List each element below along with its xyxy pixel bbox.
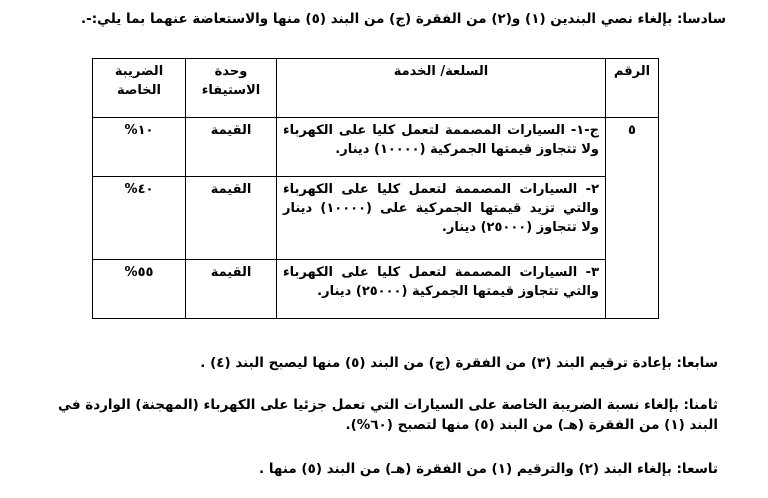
header-item: السلعة/ الخدمة: [277, 59, 606, 118]
row-unit: القيمة: [186, 118, 277, 177]
header-tax: الضريبة الخاصة: [93, 59, 186, 118]
row-tax: ١٠%: [93, 118, 186, 177]
tax-table: [92, 58, 659, 319]
row-item: ٢- السيارات المصممة لتعمل كليا على الكهرباء والتي تزيد قيمتها الجمركية على (١٠٠٠٠) دينار ولا تتجاوز (٢٥٠٠٠) دينار.: [277, 177, 606, 260]
row-tax: ٤٠%: [93, 177, 186, 260]
paragraph-eighth: ثامنا: بإلغاء نسبة الضريبة الخاصة على السيارات التي تعمل جزئيا على الكهرباء (المهجنة) الواردة في البند (١) من الفقرة (هـ) من البند (٥) منها لتصبح (٦٠%).: [58, 397, 718, 433]
header-unit: وحدة الاستيفاء: [186, 59, 277, 118]
table-row: [93, 177, 659, 260]
paragraph-sixth: سادسا: بإلغاء نصي البندين (١) و(٢) من الفقرة (ج) من البند (٥) منها والاستعاضة عنهما بما يلي:-.: [80, 11, 726, 27]
row-item: ٣- السيارات المصممة لتعمل كليا على الكهرباء والتي تتجاوز قيمتها الجمركية (٢٥٠٠٠) دينار.: [277, 260, 606, 319]
header-number: الرقم: [606, 59, 659, 118]
paragraph-seventh: سابعا: بإعادة ترقيم البند (٣) من الفقرة (ج) من البند (٥) منها ليصبح البند (٤) .: [200, 355, 718, 371]
table-row: [93, 260, 659, 319]
row-item: ج-١- السيارات المصممة لتعمل كليا على الكهرباء ولا تتجاوز قيمتها الجمركية (١٠٠٠٠) دينار.: [277, 118, 606, 177]
row-unit: القيمة: [186, 260, 277, 319]
table-row: [93, 118, 659, 177]
row-number: ٥: [606, 118, 659, 319]
row-tax: ٥٥%: [93, 260, 186, 319]
row-unit: القيمة: [186, 177, 277, 260]
table-header-row: [93, 59, 659, 118]
paragraph-ninth: تاسعا: بإلغاء البند (٢) والترقيم (١) من الفقرة (هـ) من البند (٥) منها .: [259, 461, 718, 477]
